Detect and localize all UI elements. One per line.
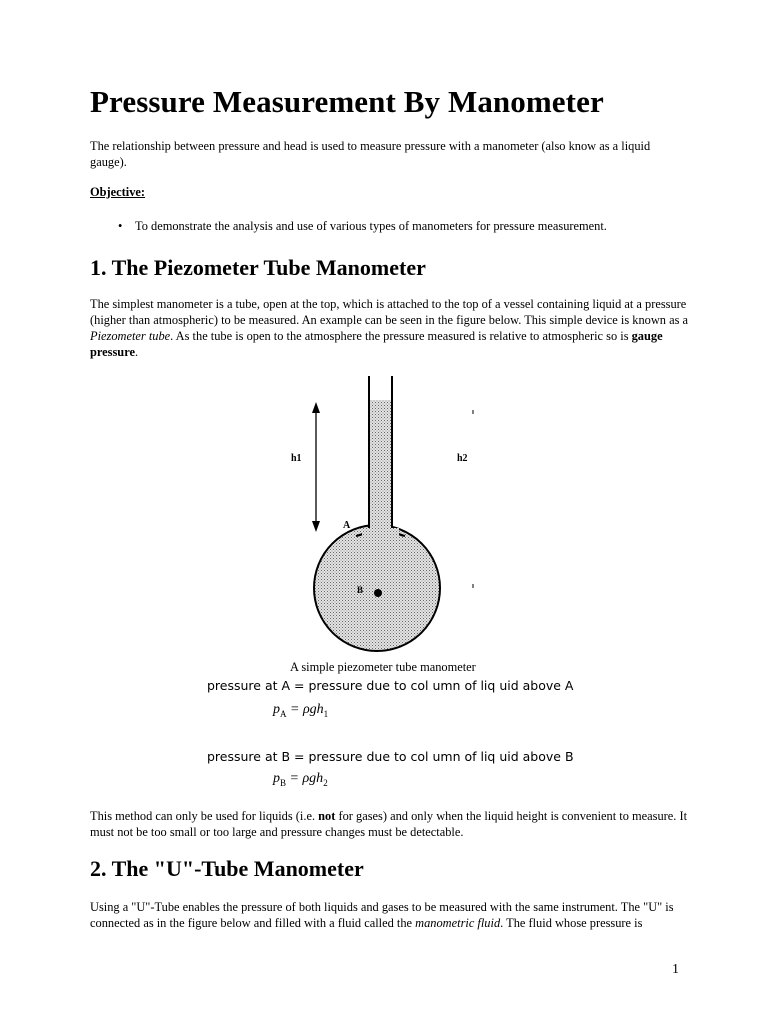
section2-para-text: Using a "U"-Tube enables the pressure of both liquids and gases to be measured with the same instrument. The "U" is connected as in the figure below and filled with a fluid called the bbox=[90, 900, 674, 930]
page-number: 1 bbox=[672, 962, 679, 977]
objective-heading: Objective: bbox=[90, 185, 146, 199]
eq-a-rhs-sub: 1 bbox=[323, 708, 329, 719]
label-point-a: A bbox=[343, 520, 351, 531]
after-text-1: This method can only be used for liquids (i.e. bbox=[90, 809, 319, 823]
not-term: not bbox=[318, 809, 336, 823]
section2-heading: 2. The "U"-Tube Manometer bbox=[90, 856, 364, 881]
equation-b-formula bbox=[273, 771, 328, 788]
eq-a-rhs: = ρgh bbox=[286, 702, 324, 717]
label-h1: h1 bbox=[291, 453, 302, 464]
eq-a-lhs: p bbox=[273, 702, 280, 717]
label-h2: h2 bbox=[457, 453, 468, 464]
equation-b-text: pressure at B = pressure due to col umn of liq uid above B bbox=[207, 749, 574, 764]
point-b-marker bbox=[374, 589, 382, 597]
page-title: Pressure Measurement By Manometer bbox=[90, 84, 604, 119]
section1-after-paragraph bbox=[90, 808, 690, 840]
gauge-pressure-term: gauge pressure bbox=[90, 329, 663, 359]
piezometer-term: Piezometer tube bbox=[90, 329, 171, 343]
equation-a-formula bbox=[273, 702, 328, 719]
eq-b-lhs-sub: B bbox=[280, 777, 287, 788]
section1-para-text-2: . As the tube is open to the atmosphere the pressure measured is relative to atmospheric so is bbox=[170, 329, 632, 343]
bullet-icon: • bbox=[118, 219, 123, 233]
intro-paragraph: The relationship between pressure and head is used to measure pressure with a manometer (also know as a liquid gauge). bbox=[90, 139, 651, 169]
manometric-fluid-term: manometric fluid bbox=[415, 916, 501, 930]
label-point-b: B bbox=[357, 585, 364, 595]
figure-caption: A simple piezometer tube manometer bbox=[290, 660, 476, 674]
objective-text: To demonstrate the analysis and use of various types of manometers for pressure measurement. bbox=[135, 219, 607, 233]
eq-a-lhs-sub: A bbox=[280, 708, 287, 719]
section1-heading: 1. The Piezometer Tube Manometer bbox=[90, 255, 426, 280]
liquid-column bbox=[370, 400, 391, 535]
eq-b-rhs: = ρgh bbox=[286, 771, 324, 786]
vessel-bulb bbox=[314, 525, 440, 651]
equation-a-text: pressure at A = pressure due to col umn of liq uid above A bbox=[207, 678, 574, 693]
section1-para-end: . bbox=[134, 345, 139, 359]
section2-paragraph bbox=[90, 899, 690, 931]
after-text-2: for gases) and only when the liquid height is convenient to measure. It must not be too small or too large and pressure changes must be detectable. bbox=[90, 809, 688, 839]
eq-b-rhs-sub: 2 bbox=[323, 777, 328, 788]
eq-b-lhs: p bbox=[273, 771, 280, 786]
section1-para-text: The simplest manometer is a tube, open at the top, which is attached to the top of a vessel containing liquid at a pressure (higher than atmospheric) to be measured. An example can be seen in the figure below. This simple device is known as a bbox=[90, 297, 689, 327]
section2-para-text-2: . The fluid whose pressure is bbox=[500, 916, 643, 930]
